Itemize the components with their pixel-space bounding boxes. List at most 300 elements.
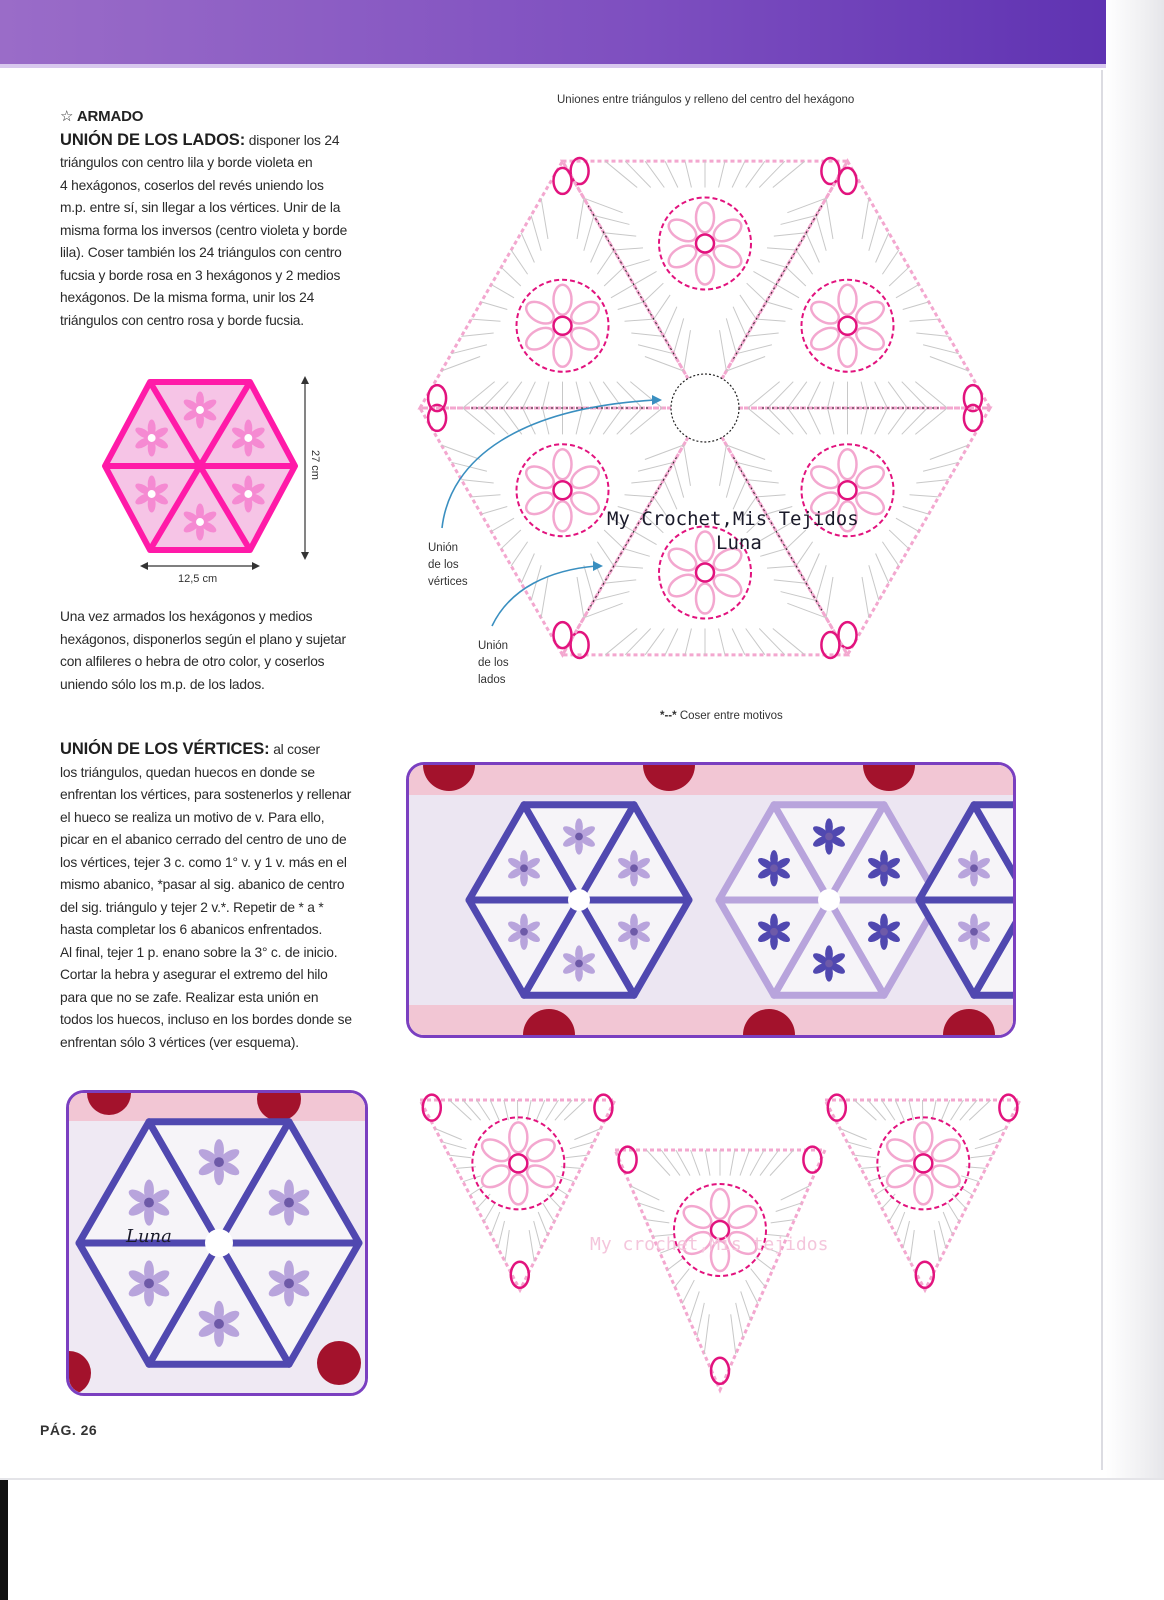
stitch-line [746,480,778,483]
stitch-line [634,271,657,284]
stitch-line [611,285,634,298]
stitch-line [503,382,522,408]
vertices-line: al coser [269,742,320,757]
stitch-line [501,530,521,549]
motif-petal [554,449,572,479]
lados-line: disponer los 24 [245,132,340,148]
stitch-line [527,1100,531,1120]
stitch-line [773,628,805,654]
stitch-line [746,161,765,187]
stitch-line [690,1291,700,1320]
flower-centre [520,864,528,872]
flower-centre [196,406,204,414]
stitch-line [577,198,584,239]
motif-centre [696,564,714,582]
chart-triangle [563,158,848,408]
motif-ring [674,1184,766,1276]
stitch-line [903,506,929,514]
motif-petal [696,584,714,614]
stitch-line [674,318,684,353]
flower-centre [214,1319,224,1329]
motif-petal [522,297,557,328]
stitch-line [483,408,509,434]
stitch-line [960,1100,977,1120]
flower-centre [214,1157,224,1167]
stitch-line [541,577,548,618]
stitch-line [543,382,549,408]
stitch-line [826,577,833,618]
stitch-line [529,1230,534,1261]
vertices-heading: UNIÓN DE LOS VÉRTICES: [60,740,270,758]
stitch-line [746,628,765,654]
stitch-line [630,382,662,408]
stitch-line [644,283,664,302]
stitch-line [970,1155,992,1158]
stitch-line [816,565,826,600]
label-line: de los [428,559,459,571]
stitch-line [746,333,778,336]
vertices-line: enfrentan los vértices, para sostenerlos y rellenar [60,787,352,802]
flower-centre [284,1278,294,1288]
stitch-line [731,1314,736,1354]
vertices-line: Cortar la hebra y asegurar el extremo del hilo [60,967,328,982]
stitch-line [961,1176,979,1182]
stitch-line [786,267,806,286]
motif-petal [696,254,714,284]
vertices-section [60,738,370,1054]
flower-centre [880,928,888,936]
label-line: lados [478,674,506,686]
lados-line: 4 hexágonos, coserlos del revés uniendo los [60,177,324,193]
vertices-line: del sig. triángulo y tejer 2 v.*. Repetir de * a * [60,899,324,915]
lados-heading: UNIÓN DE LOS LADOS: [60,130,246,149]
stitch-line [531,215,541,250]
stitch-line [491,1212,500,1235]
stitch-line [675,1269,689,1287]
stitch-line [941,1100,949,1120]
chart-triangle [825,1095,1020,1290]
chart-watermark-name: Luna [716,532,762,554]
stitch-line [808,382,821,408]
flower-centre [144,1278,154,1288]
stitch-line [538,1212,547,1235]
flower-centre [144,1198,154,1208]
stitch-line [796,250,812,274]
stitch-line [523,408,536,434]
stitch-line [948,1203,959,1222]
stitch-line [740,1150,749,1176]
stitch-line [461,333,493,336]
stitch-line [483,382,509,408]
vertices-line: mismo abanico, *pasar al sig. abanico de centro [60,877,345,892]
stitch-line [770,1150,794,1176]
stitch-line [541,198,548,239]
after-line: hexágonos, disponerlos según el plano y sujetar [60,631,346,647]
stitch-line [774,233,806,236]
gutter-fold-line [1101,70,1103,1470]
motif-petal [554,285,572,315]
stitch-line [631,333,663,336]
stitch-line [862,198,869,239]
stitch-line [523,382,536,408]
motif-petal [914,1122,932,1152]
stitch-line [740,295,756,319]
stitch-line [889,1203,900,1222]
stitch-line [624,549,650,557]
motif-petal [928,1135,963,1166]
stitch-line [719,161,725,187]
motif-petal [522,323,557,354]
flower-centre [970,864,978,872]
stitch-line [875,382,888,408]
stitch-line [664,480,677,510]
stitch-line [916,480,948,483]
photo-hexagon-closeup [66,1090,368,1396]
stitch-line [490,1100,499,1120]
stitch-line [461,480,493,483]
label-line: de los [478,657,509,669]
corner-puff [839,168,857,194]
motif-petal [853,323,888,354]
stitch-line [736,1303,743,1337]
motif-ring [877,1117,969,1209]
motif-petal [839,337,857,367]
photo-hexagon-closeup-image [69,1093,365,1393]
stitch-line [733,307,746,337]
vertices-line: los vértices, tejer 3 c. como 1° v. y 1 v. más en el [60,854,347,870]
stitch-line [902,382,928,408]
flower-centre [770,928,778,936]
corner-puff [711,1358,729,1384]
stitch-line [605,161,637,187]
stitch-line [498,1221,505,1248]
after-line: uniendo sólo los m.p. de los lados. [60,676,265,692]
stitch-line [684,445,691,486]
stitch-line [697,1303,704,1337]
stitch-line [484,1203,495,1222]
stitch-line [691,1150,700,1176]
flower-centre [575,833,583,841]
motif-petal [883,1161,918,1192]
stitch-line [604,580,636,583]
stitch-line [594,215,630,224]
lados-line: fucsia y borde rosa en 3 hexágonos y 2 medios [60,267,341,283]
stitch-line [614,248,643,250]
motif-petal [807,323,842,354]
stitch-line [684,330,691,371]
stitch-line [645,161,664,187]
stitch-line [861,408,867,434]
stitch-line [889,267,909,286]
label-union-lados [478,638,509,689]
stitch-line [630,408,662,434]
stitch-line [746,1280,758,1304]
stitch-line [564,1100,586,1120]
stitch-line [969,1100,991,1120]
vertices-line: Al final, tejer 1 p. enano sobre la 3° c. de inicio. [60,944,338,960]
motif-petal [509,1122,527,1152]
stitch-line [756,1257,773,1270]
motif-petal [839,449,857,479]
stitch-line [719,628,725,654]
corner-puff [619,1147,637,1173]
stitch-line [939,1221,946,1248]
motif-centre [839,317,857,335]
stitch-line [511,542,527,566]
motif-centre [554,481,572,499]
stitch-line [889,530,909,549]
motif-centre [509,1154,527,1172]
motif-centre [914,1154,932,1172]
stitch-line [828,382,834,408]
stitch-line [952,1194,966,1208]
vertices-line: los triángulos, quedan huecos en donde se [60,764,315,780]
stitch-line [910,1230,914,1261]
stitch-line [543,1203,554,1222]
chart-watermark: My Crochet,Mis Tejidos [607,508,859,530]
vertices-line: picar en el abanico cerrado del centro de uno de [60,832,347,847]
stitch-line [594,592,630,601]
vertices-line: todos los huecos, incluso en los bordes donde se [60,1012,352,1027]
photo-watermark: Luna [126,1226,172,1247]
stitch-line [597,542,613,566]
motif-petal [710,570,745,601]
stitch-line [661,1150,680,1176]
motif-centre [839,481,857,499]
stitch-line [876,553,889,583]
motif-petal [665,241,700,272]
stitch-line [591,233,604,263]
stitch-line [774,580,806,583]
stitch-line [604,267,624,286]
stitch-line [556,1176,574,1182]
stitch-line [590,408,603,434]
stitch-line [604,530,624,549]
vertices-line: para que no se zafe. Realizar esta unión en [60,989,319,1005]
stitch-line [773,161,805,187]
stitch-line [604,233,636,236]
stitch-line [788,382,807,408]
flower-centre [284,1198,294,1208]
vertices-line: enfrentan sólo 3 vértices (ver esquema). [60,1034,299,1050]
hexagon-size-diagram [80,370,350,600]
motif-petal [523,1135,558,1166]
stitch-line [756,495,785,497]
stitch-line [584,565,594,600]
stitch-line [726,318,736,353]
flower-centre [520,928,528,936]
stitch-line [854,1100,876,1120]
flower-centre [970,928,978,936]
stitch-line [786,530,806,549]
label-line: Unión [478,640,509,652]
motif-petal [522,488,557,519]
stitch-line [767,248,796,250]
stitch-line [756,319,785,321]
stitch-line [732,161,745,187]
stitch-line [748,382,780,408]
photo-blanket-strip-image [409,765,1013,1035]
stitch-line [501,267,521,286]
armado-title: ARMADO [76,108,144,125]
stitch-line [910,495,939,497]
motif-ring [659,197,751,289]
after-line: con alfileres o hebra de otro color, y coserlos [60,654,325,669]
stitch-line [910,319,939,321]
stitch-line [631,480,663,483]
stitch-line [463,408,495,434]
stitch-line [674,462,684,497]
stitch-line [668,1257,685,1270]
stitch-line [625,495,654,497]
stitch-line [504,1100,509,1120]
stitch-line [932,1100,936,1120]
stitch-line [449,1100,471,1120]
stitch-line [748,408,780,434]
chart-triangle [705,161,990,411]
motif-petal [665,544,700,575]
stitch-line [625,319,654,321]
stitch-line [463,1176,481,1182]
stitch-line [895,1100,904,1120]
stitch-line [759,628,785,654]
lados-line: m.p. entre sí, sin llegar a los vértices. Unir de la [60,200,341,215]
flower-centre [148,490,156,498]
stitch-line [869,565,879,600]
motif-petal [522,462,557,493]
flower-centre [244,490,252,498]
knit-centre [818,889,840,911]
crochet-chart-hexagon [400,108,1020,708]
motif-petal [568,297,603,328]
motif-ring [517,280,609,372]
vertices-line: el hueco se realiza un motivo de v. Para ello, [60,809,325,825]
motif-ring [517,444,609,536]
stitch-line [645,628,664,654]
stitch-line [705,1150,710,1176]
stitch-line [536,1100,544,1120]
stitch-line [861,382,867,408]
stitch-line [896,285,919,298]
stitch-line [896,518,919,531]
stitch-line [576,408,582,434]
flower-centre [770,864,778,872]
width-label: 12,5 cm [178,573,218,585]
stitch-line [534,1221,541,1248]
motif-petal [807,297,842,328]
stitch-line [491,518,514,531]
motif-petal [680,1202,715,1233]
motif-petal [478,1161,513,1192]
stitch-line [471,495,500,497]
stitch-line [747,283,767,302]
motif-centre [554,317,572,335]
motif-petal [853,462,888,493]
motif-petal [568,462,603,493]
label-line: vértices [428,576,468,588]
stitch-line [760,260,786,268]
label-union-vertices [428,540,468,591]
stitch-line [682,1280,694,1304]
flower-centre [880,864,888,872]
stitch-line [915,382,947,408]
corner-puff [554,622,572,648]
stitch-line [732,628,745,654]
stitch-line [491,285,514,298]
stitch-line [826,198,833,239]
stitch-line [806,553,819,583]
stitch-line [720,445,727,486]
legend-symbol: *--* [660,710,677,722]
stitch-line [882,542,898,566]
motif-petal [853,297,888,328]
stitch-line [481,506,507,514]
stitch-line [882,250,898,274]
stitch-line [477,1194,490,1208]
stitch-line [730,1150,735,1176]
motif-petal [554,501,572,531]
stitch-line [463,382,495,408]
stitch-line [665,161,678,187]
stitch-line [664,307,677,337]
stitch-line [645,1220,669,1223]
scan-edge-mark [0,1480,8,1600]
motif-petal [725,1202,760,1233]
corner-puff [554,168,572,194]
motif-petal [710,215,745,246]
stitch-line [685,628,691,654]
stitch-line [624,260,650,268]
chart-triangle [615,1147,825,1390]
lados-line: lila). Coser también los 24 triángulos con centro [60,245,342,260]
stitch-line [915,408,947,434]
header-band-edge [0,64,1164,68]
stitch-line [903,302,929,310]
stitch-line [555,1100,572,1120]
motif-petal [568,323,603,354]
motif-ring [802,280,894,372]
lados-line: triángulos con centro lila y borde violeta en [60,155,313,170]
stitch-line [760,549,786,557]
stitch-line [766,302,792,310]
knit-centre [568,889,590,911]
stitch-line [449,1155,471,1158]
lados-line: triángulos con centro rosa y borde fucsia. [60,312,304,328]
stitch-line [854,1155,876,1158]
stitch-line [882,1194,895,1208]
stitch-line [547,1194,561,1208]
armado-section [60,106,370,332]
stitch-line [597,250,613,274]
stitch-line [768,408,794,434]
stitch-line [471,319,500,321]
motif-petal [883,1135,918,1166]
stitch-line [796,542,812,566]
photo-edge-pink [409,765,1013,795]
chart-title: Uniones entre triángulos y relleno del centro del hexágono [557,94,855,106]
photo-blanket-strip [406,762,1016,1038]
stitch-line [741,1291,751,1320]
flower-centre [148,434,156,442]
motif-ring [472,1117,564,1209]
page-number: PÁG. 26 [40,1422,98,1438]
flower-centre [630,928,638,936]
motif-petal [665,570,700,601]
stitch-line [625,628,651,654]
stitch-line [750,1150,764,1176]
stitch-line [511,250,527,274]
stitch-line [916,333,948,336]
